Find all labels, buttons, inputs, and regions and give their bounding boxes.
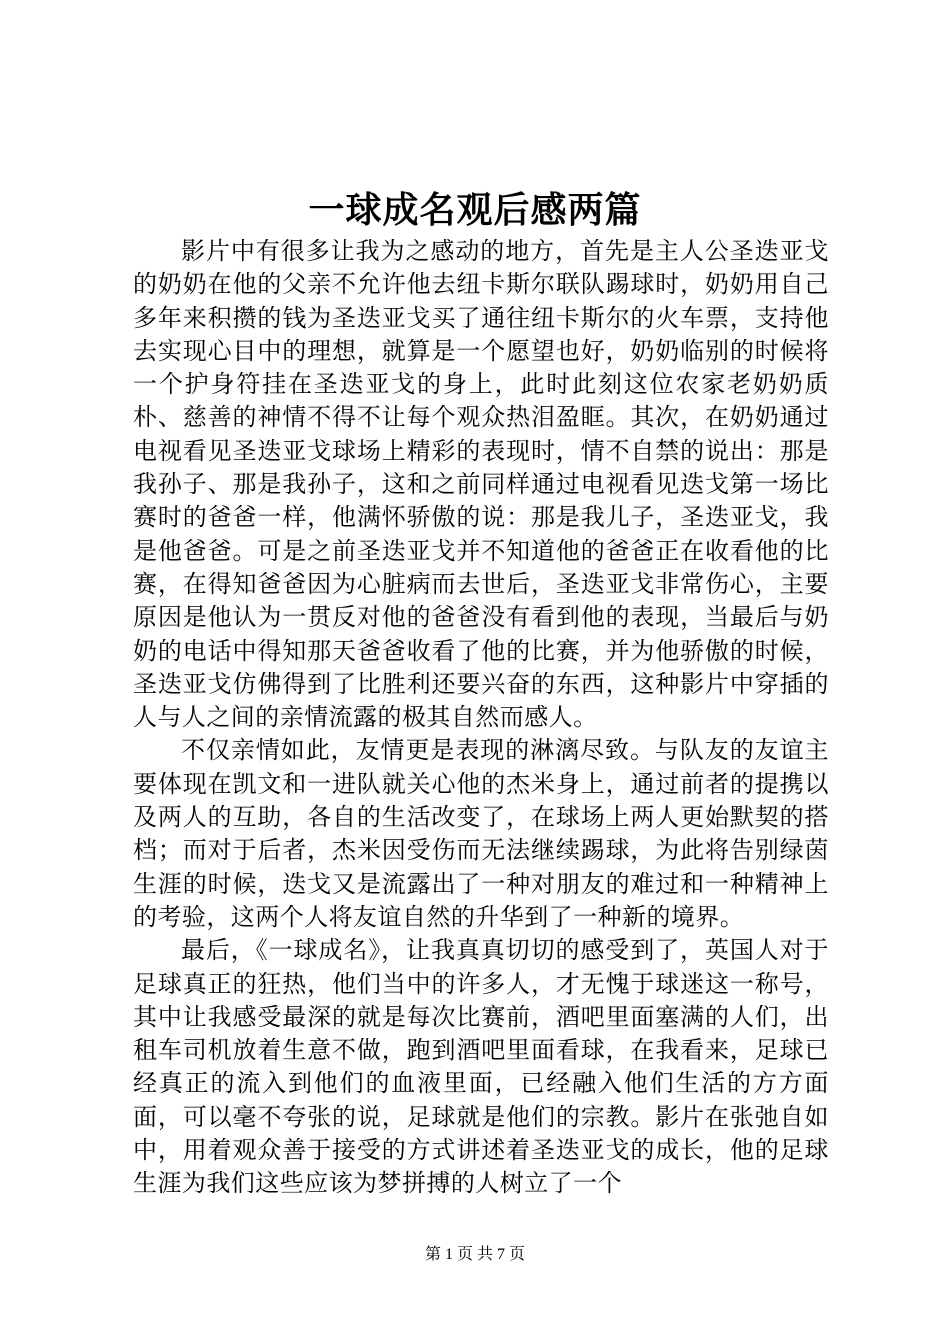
paragraph-2: 不仅亲情如此，友情更是表现的淋漓尽致。与队友的友谊主要体现在凯文和一进队就关心他的杰米身上，通过前者的提携以及两人的互助，各自的生活改变了，在球场上两人更始默契的搭档；而对于后者，杰米因受伤而无法继续踢球，为此将告别绿茵生涯的时候，迭戈又是流露出了一种对朋友的难过和一种精神上的考验，这两个人将友谊自然的升华到了一种新的境界。 — [133, 736, 829, 931]
document-body — [133, 235, 829, 1201]
paragraph-1: 影片中有很多让我为之感动的地方，首先是主人公圣迭亚戈的奶奶在他的父亲不允许他去纽卡斯尔联队踢球时，奶奶用自己多年来积攒的钱为圣迭亚戈买了通往纽卡斯尔的火车票，支持他去实现心目中的理想，就算是一个愿望也好，奶奶临别的时候将一个护身符挂在圣迭亚戈的身上，此时此刻这位农家老奶奶质朴、慈善的神情不得不让每个观众热泪盈眶。其次，在奶奶通过电视看见圣迭亚戈球场上精彩的表现时，情不自禁的说出：那是我孙子、那是我孙子，这和之前同样通过电视看见迭戈第一场比赛时的爸爸一样，他满怀骄傲的说：那是我儿子，圣迭亚戈，我是他爸爸。可是之前圣迭亚戈并不知道他的爸爸正在收看他的比赛，在得知爸爸因为心脏病而去世后，圣迭亚戈非常伤心，主要原因是他认为一贯反对他的爸爸没有看到他的表现，当最后与奶奶的电话中得知那天爸爸收看了他的比赛，并为他骄傲的时候，圣迭亚戈仿佛得到了比胜利还要兴奋的东西，这种影片中穿插的人与人之间的亲情流露的极其自然而感人。 — [133, 237, 829, 732]
page-footer: 第 1 页 共 7 页 — [424, 1246, 525, 1263]
document-title: 一球成名观后感两篇 — [308, 189, 642, 231]
paragraph-3: 最后，《一球成名》，让我真真切切的感受到了，英国人对于足球真正的狂热，他们当中的许多人，才无愧于球迷这一称号，其中让我感受最深的就是每次比赛前，酒吧里面塞满的人们，出租车司机放着生意不做，跑到酒吧里面看球，在我看来，足球已经真正的流入到他们的血液里面，已经融入他们生活的方方面面，可以毫不夸张的说，足球就是他们的宗教。影片在张弛自如中，用着观众善于接受的方式讲述着圣迭亚戈的成长，他的足球生涯为我们这些应该为梦拼搏的人树立了一个 — [133, 936, 829, 1198]
